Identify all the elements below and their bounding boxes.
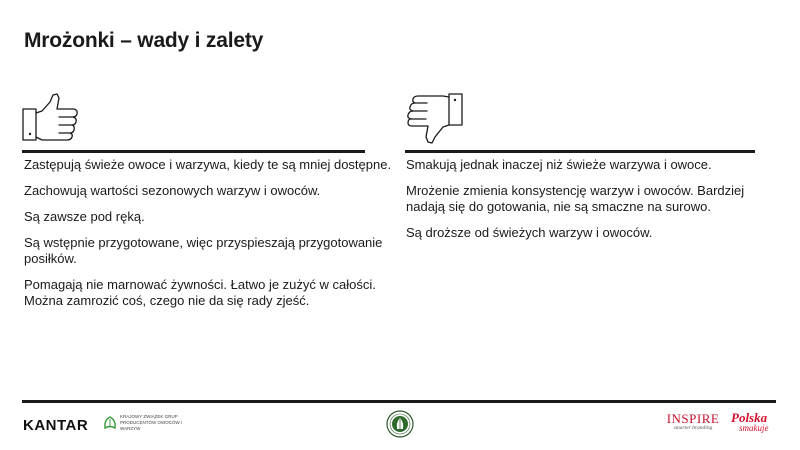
kantar-logo: KANTAR (23, 417, 89, 434)
polska-smakuje-logo (731, 411, 779, 433)
list-item: Zachowują wartości sezonowych warzyw i owoców. (24, 183, 321, 198)
thumbs-down-icon (405, 93, 463, 145)
kzg-leaf-icon (103, 416, 117, 430)
slide-title: Mrożonki – wady i zalety (24, 29, 264, 52)
seal-logo-icon (386, 410, 414, 438)
polska-name: Polska (731, 410, 768, 425)
pros-list (24, 157, 396, 319)
polska-tagline: smakuje (739, 423, 769, 433)
inspire-tagline: smarter branding (673, 425, 713, 431)
list-item: Pomagają nie marnować żywności. Łatwo je zużyć w całości. Można zamrozić coś, czego nie da się rady zjeść. (24, 277, 376, 308)
pros-divider (22, 150, 365, 153)
inspire-logo (664, 412, 722, 432)
kzg-name: KRAJOWY ZWIĄZEK GRUP PRODUCENTÓW OWOCÓW I WARZYW (120, 414, 183, 431)
footer-divider (22, 400, 776, 403)
kzg-logo (103, 414, 200, 432)
cons-list (406, 157, 774, 251)
list-item: Smakują jednak inaczej niż świeże warzywa i owoce. (406, 157, 712, 172)
list-item: Są wstępnie przygotowane, więc przyspieszają przygotowanie posiłków. (24, 235, 383, 266)
list-item: Mrożenie zmienia konsystencję warzyw i owoców. Bardziej nadają się do gotowania, nie są smaczne na surowo. (406, 183, 745, 214)
cons-divider (405, 150, 755, 153)
thumbs-up-icon (22, 93, 80, 143)
list-item: Są zawsze pod ręką. (24, 209, 145, 224)
list-item: Są droższe od świeżych warzyw i owoców. (406, 225, 653, 240)
inspire-name: INSPIRE (666, 411, 720, 426)
list-item: Zastępują świeże owoce i warzywa, kiedy te są mniej dostępne. (24, 157, 392, 172)
